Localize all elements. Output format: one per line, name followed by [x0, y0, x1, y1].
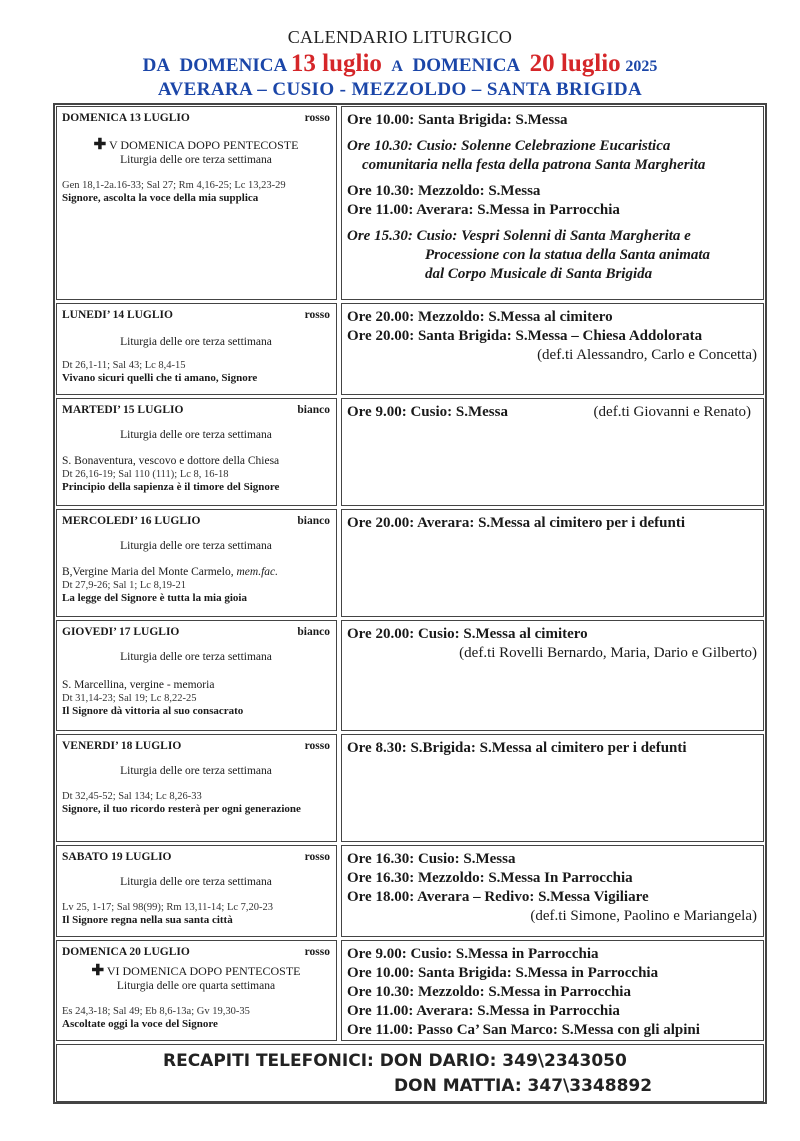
day-info-cell: [56, 845, 337, 937]
saint-of-day: S. Bonaventura, vescovo e dottore della Chiesa: [62, 455, 280, 467]
contact-line-dario: RECAPITI TELEFONICI: DON DARIO: 349\2343050: [163, 1051, 627, 1071]
day-row: [56, 106, 764, 300]
event-line: Ore 11.00: Passo Ca’ San Marco: S.Messa con gli alpini: [347, 1022, 700, 1038]
day-header: [62, 515, 330, 527]
saint-of-day: S. Marcellina, vergine - memoria: [62, 679, 215, 691]
event-line: Ore 16.30: Cusio: S.Messa: [347, 851, 516, 867]
event-note: (def.ti Simone, Paolino e Mariangela): [530, 908, 757, 924]
liturgical-color: bianco: [297, 626, 330, 638]
day-info-cell: [56, 734, 337, 842]
event-line: Ore 20.00: Averara: S.Messa al cimitero per i defunti: [347, 515, 685, 531]
event-line: comunitaria nella festa della patrona Santa Margherita: [362, 157, 706, 173]
da-label: DA: [142, 55, 171, 76]
day-header: [62, 626, 330, 638]
event-line: Ore 9.00: Cusio: S.Messa: [347, 404, 508, 420]
psalm-response: Ascoltate oggi la voce del Signore: [62, 1018, 218, 1030]
day-label: GIOVEDI’ 17 LUGLIO: [62, 626, 180, 638]
readings: Es 24,3-18; Sal 49; Eb 8,6-13a; Gv 19,30-35: [62, 1006, 250, 1017]
readings: Dt 27,9-26; Sal 1; Lc 8,19-21: [62, 580, 186, 591]
event-line: Ore 10.00: Santa Brigida: S.Messa in Parrocchia: [347, 965, 659, 981]
day-label: VENERDI’ 18 LUGLIO: [62, 740, 182, 752]
day-row: [56, 509, 764, 617]
day-row: [56, 398, 764, 506]
events-cell: [341, 509, 764, 617]
psalm-response: Il Signore dà vittoria al suo consacrato: [62, 705, 244, 717]
day-info-cell: [56, 303, 337, 395]
event-line: Ore 10.30: Mezzoldo: S.Messa in Parrocchia: [347, 984, 631, 1000]
liturgical-color: rosso: [304, 946, 330, 958]
event-line: Ore 11.00: Averara: S.Messa in Parrocchia: [347, 202, 620, 218]
readings: Lv 25, 1-17; Sal 98(99); Rm 13,11-14; Lc 7,20-23: [62, 902, 274, 913]
events-cell: [341, 845, 764, 937]
day-info-cell: [56, 940, 337, 1041]
day-label: MERCOLEDI’ 16 LUGLIO: [62, 515, 201, 527]
event-line: Ore 11.00: Averara: S.Messa in Parrocchia: [347, 1003, 620, 1019]
liturgical-color: bianco: [297, 515, 330, 527]
liturgical-color: bianco: [297, 404, 330, 416]
event-line: Processione con la statua della Santa animata: [425, 247, 711, 263]
event-line: Ore 20.00: Santa Brigida: S.Messa – Chiesa Addolorata: [347, 328, 703, 344]
event-row: [347, 403, 757, 422]
day-label: MARTEDI’ 15 LUGLIO: [62, 404, 184, 416]
day-label: SABATO 19 LUGLIO: [62, 851, 172, 863]
liturgical-color: rosso: [304, 740, 330, 752]
readings: Gen 18,1-2a.16-33; Sal 27; Rm 4,16-25; Lc 13,23-29: [62, 180, 286, 191]
events-cell: [341, 620, 764, 731]
liturgy-week: Liturgia delle ore terza settimana: [120, 876, 272, 888]
event-line: Ore 8.30: S.Brigida: S.Messa al cimitero per i defunti: [347, 740, 687, 756]
day-info-cell: [56, 106, 337, 300]
event-line: Ore 10.30: Cusio: Solenne Celebrazione Eucaristica: [347, 138, 671, 154]
saint-of-day: B,Vergine Maria del Monte Carmelo, mem.fac.: [62, 566, 278, 578]
day-header: [62, 309, 330, 321]
readings: Dt 26,1-11; Sal 43; Lc 8,4-15: [62, 360, 186, 371]
day-label: DOMENICA 13 LUGLIO: [62, 112, 190, 124]
date-range: [0, 50, 800, 78]
domenica-label-1: DOMENICA: [179, 55, 287, 76]
sunday-title: ✚ VI DOMENICA DOPO PENTECOSTE: [91, 963, 301, 979]
domenica-label-2: DOMENICA: [412, 55, 521, 76]
liturgy-week: Liturgia delle ore terza settimana: [120, 765, 272, 777]
event-line: Ore 18.00: Averara – Redivo: S.Messa Vigiliare: [347, 889, 649, 905]
event-note: (def.ti Alessandro, Carlo e Concetta): [537, 347, 757, 363]
liturgy-week: Liturgia delle ore terza settimana: [120, 154, 272, 166]
start-date: 13 luglio: [290, 50, 382, 77]
day-info-cell: [56, 398, 337, 506]
event-line: Ore 10.00: Santa Brigida: S.Messa: [347, 112, 568, 128]
liturgy-week: Liturgia delle ore terza settimana: [120, 336, 272, 348]
event-line: Ore 16.30: Mezzoldo: S.Messa In Parrocchia: [347, 870, 633, 886]
cross-icon: ✚: [93, 137, 107, 153]
day-row: [56, 734, 764, 842]
liturgical-color: rosso: [304, 112, 330, 124]
event-note: (def.ti Rovelli Bernardo, Maria, Dario e Gilberto): [459, 645, 757, 661]
phone-contacts: [56, 1044, 764, 1102]
day-header: [62, 740, 330, 752]
cross-icon: ✚: [91, 963, 105, 979]
readings: Dt 31,14-23; Sal 19; Lc 8,22-25: [62, 693, 197, 704]
psalm-response: Signore, il tuo ricordo resterà per ogni generazione: [62, 803, 301, 815]
places-line: AVERARA – CUSIO - MEZZOLDO – SANTA BRIGIDA: [157, 79, 643, 100]
liturgy-week: Liturgia delle ore terza settimana: [120, 651, 272, 663]
day-row: [56, 845, 764, 937]
events-cell: [341, 106, 764, 300]
event-line: Ore 15.30: Cusio: Vespri Solenni di Santa Margherita e: [347, 228, 691, 244]
event-line: Ore 9.00: Cusio: S.Messa in Parrocchia: [347, 946, 599, 962]
day-row: [56, 940, 764, 1041]
psalm-response: Signore, ascolta la voce della mia supplica: [62, 192, 259, 204]
liturgical-color: rosso: [304, 309, 330, 321]
liturgy-week: Liturgia delle ore quarta settimana: [116, 980, 276, 992]
liturgy-week: Liturgia delle ore terza settimana: [120, 540, 272, 552]
psalm-response: La legge del Signore è tutta la mia gioia: [62, 592, 247, 604]
day-info-cell: [56, 509, 337, 617]
events-cell: [341, 303, 764, 395]
readings: Dt 32,45-52; Sal 134; Lc 8,26-33: [62, 791, 202, 802]
day-label: LUNEDI’ 14 LUGLIO: [62, 309, 173, 321]
end-date: 20 luglio: [529, 50, 621, 77]
readings: Dt 26,16-19; Sal 110 (111); Lc 8, 16-18: [62, 469, 229, 480]
sunday-title: ✚ V DOMENICA DOPO PENTECOSTE: [93, 137, 299, 153]
psalm-response: Principio della sapienza è il timore del Signore: [62, 481, 280, 493]
day-header: [62, 851, 330, 863]
day-label: DOMENICA 20 LUGLIO: [62, 946, 190, 958]
psalm-response: Vivano sicuri quelli che ti amano, Signore: [62, 372, 258, 384]
events-cell: [341, 398, 764, 506]
day-header: [62, 112, 330, 124]
day-info-cell: [56, 620, 337, 731]
contact-line-mattia: DON MATTIA: 347\3348892: [394, 1076, 653, 1096]
day-row: [56, 303, 764, 395]
day-row: [56, 620, 764, 731]
psalm-response: Il Signore regna nella sua santa città: [62, 914, 233, 926]
day-header: [62, 946, 330, 958]
liturgical-color: rosso: [304, 851, 330, 863]
events-cell: [341, 734, 764, 842]
event-line: dal Corpo Musicale di Santa Brigida: [425, 266, 653, 282]
event-line: Ore 20.00: Cusio: S.Messa al cimitero: [347, 626, 588, 642]
events-cell: [341, 940, 764, 1041]
year: 2025: [625, 58, 658, 75]
event-note: (def.ti Giovanni e Renato): [593, 404, 751, 420]
event-line: Ore 10.30: Mezzoldo: S.Messa: [347, 183, 541, 199]
day-header: [62, 404, 330, 416]
calendar-title: CALENDARIO LITURGICO: [287, 27, 513, 47]
event-line: Ore 20.00: Mezzoldo: S.Messa al cimitero: [347, 309, 613, 325]
liturgy-week: Liturgia delle ore terza settimana: [120, 429, 272, 441]
a-label: A: [391, 58, 403, 75]
